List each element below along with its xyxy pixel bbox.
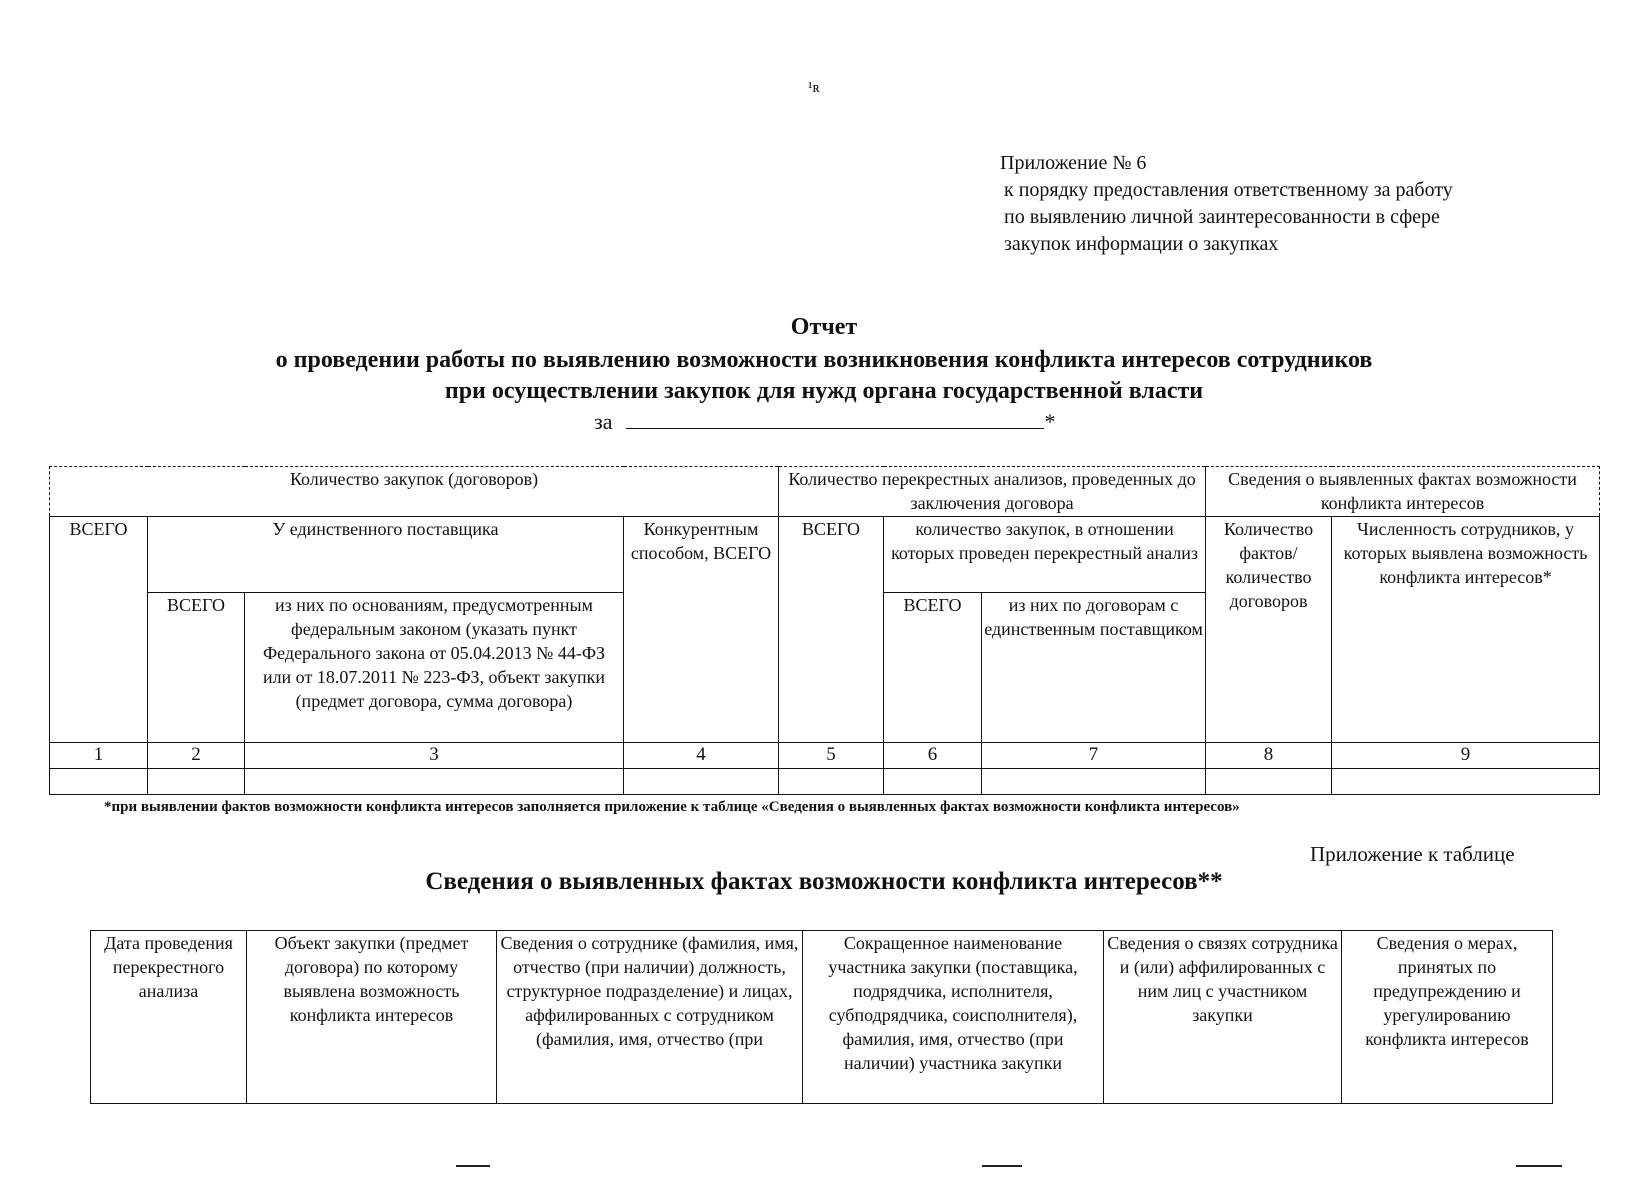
annex-header-participant: Сокращенное наименование участника закупки (поставщика, подрядчика, исполнителя, субподрядчика, соисполнителя), фамилия, имя, отчество (при наличии) участника закупки <box>803 931 1104 1104</box>
table-cell-empty[interactable] <box>779 769 884 795</box>
group-header-purchases: Количество закупок (договоров) <box>50 467 779 517</box>
table-footnote: *при выявлении фактов возможности конфликта интересов заполняется приложение к таблице «Сведения о выявленных фактах возможности конфликта интересов» <box>104 799 1240 815</box>
table-cell-empty[interactable] <box>884 769 982 795</box>
appendix-header <box>1000 150 1453 258</box>
header-sub-total: ВСЕГО <box>884 593 982 743</box>
page-edge-mark <box>1516 1165 1562 1167</box>
header-single-contracts: из них по договорам с единственным поставщиком <box>982 593 1206 743</box>
column-number: 7 <box>982 743 1206 769</box>
page-edge-mark <box>982 1165 1022 1167</box>
report-subtitle-line: о проведении работы по выявлению возможности возникновения конфликта интересов сотрудников <box>275 347 1373 373</box>
annex-header-object: Объект закупки (предмет договора) по которому выявлена возможность конфликта интересов <box>247 931 497 1104</box>
group-header-conflict-facts: Сведения о выявленных фактах возможности конфликта интересов <box>1206 467 1600 517</box>
page-edge-mark <box>456 1165 490 1167</box>
period-blank-field[interactable] <box>626 408 1044 429</box>
appendix-line: к порядку предоставления ответственному за работу <box>1004 179 1453 201</box>
column-number: 1 <box>50 743 148 769</box>
header-competitive: Конкурентным способом, ВСЕГО <box>624 517 779 743</box>
report-title: Отчет <box>790 314 858 340</box>
appendix-title: Приложение № 6 <box>1000 152 1147 174</box>
header-single-supplier: У единственного поставщика <box>148 517 624 593</box>
annex-label: Приложение к таблице <box>1310 842 1515 866</box>
header-cross-count: количество закупок, в отношении которых проведен перекрестный анализ <box>884 517 1206 593</box>
appendix-line: закупок информации о закупках <box>1004 233 1279 255</box>
appendix-line: по выявлению личной заинтересованности в сфере <box>1004 206 1440 228</box>
header-facts-count: Количество фактов/ количество договоров <box>1206 517 1332 743</box>
column-number: 2 <box>148 743 245 769</box>
table-cell-empty[interactable] <box>245 769 624 795</box>
header-total: ВСЕГО <box>50 517 148 743</box>
annex-header-measures: Сведения о мерах, принятых по предупреждению и урегулированию конфликта интересов <box>1342 931 1553 1104</box>
page-mark: ¹ʀ <box>808 80 820 96</box>
report-period <box>594 408 1055 435</box>
table-cell-empty[interactable] <box>148 769 245 795</box>
table-cell-empty[interactable] <box>1332 769 1600 795</box>
column-number: 3 <box>245 743 624 769</box>
header-staff-count: Численность сотрудников, у которых выявлена возможность конфликта интересов* <box>1332 517 1600 743</box>
report-subtitle-line: при осуществлении закупок для нужд органа государственной власти <box>444 378 1204 404</box>
annex-title: Сведения о выявленных фактах возможности конфликта интересов** <box>425 868 1223 895</box>
column-number: 8 <box>1206 743 1332 769</box>
column-number: 6 <box>884 743 982 769</box>
table-cell-empty[interactable] <box>624 769 779 795</box>
table-cell-empty[interactable] <box>50 769 148 795</box>
annex-header-date: Дата проведения перекрестного анализа <box>91 931 247 1104</box>
annex-table <box>90 930 1553 1104</box>
header-sub-total: ВСЕГО <box>148 593 245 743</box>
period-prefix: за <box>594 409 613 434</box>
table-cell-empty[interactable] <box>1206 769 1332 795</box>
annex-header-relations: Сведения о связях сотрудника и (или) аффилированных с ним лиц с участником закупки <box>1104 931 1342 1104</box>
main-report-table <box>49 466 1600 795</box>
header-cross-total: ВСЕГО <box>779 517 884 743</box>
annex-header-employee: Сведения о сотруднике (фамилия, имя, отчество (при наличии) должность, структурное подразделение) и лицах, аффилированных с сотрудником (фамилия, имя, отчество (при <box>497 931 803 1104</box>
column-number: 4 <box>624 743 779 769</box>
period-asterisk: * <box>1044 409 1056 434</box>
column-number: 9 <box>1332 743 1600 769</box>
group-header-cross-analyses: Количество перекрестных анализов, проведенных до заключения договора <box>779 467 1206 517</box>
column-number: 5 <box>779 743 884 769</box>
header-grounds: из них по основаниям, предусмотренным федеральным законом (указать пункт Федерального закона от 05.04.2013 № 44-ФЗ или от 18.07.2011 № 223-ФЗ, объект закупки (предмет договора, сумма договора) <box>245 593 624 743</box>
table-cell-empty[interactable] <box>982 769 1206 795</box>
